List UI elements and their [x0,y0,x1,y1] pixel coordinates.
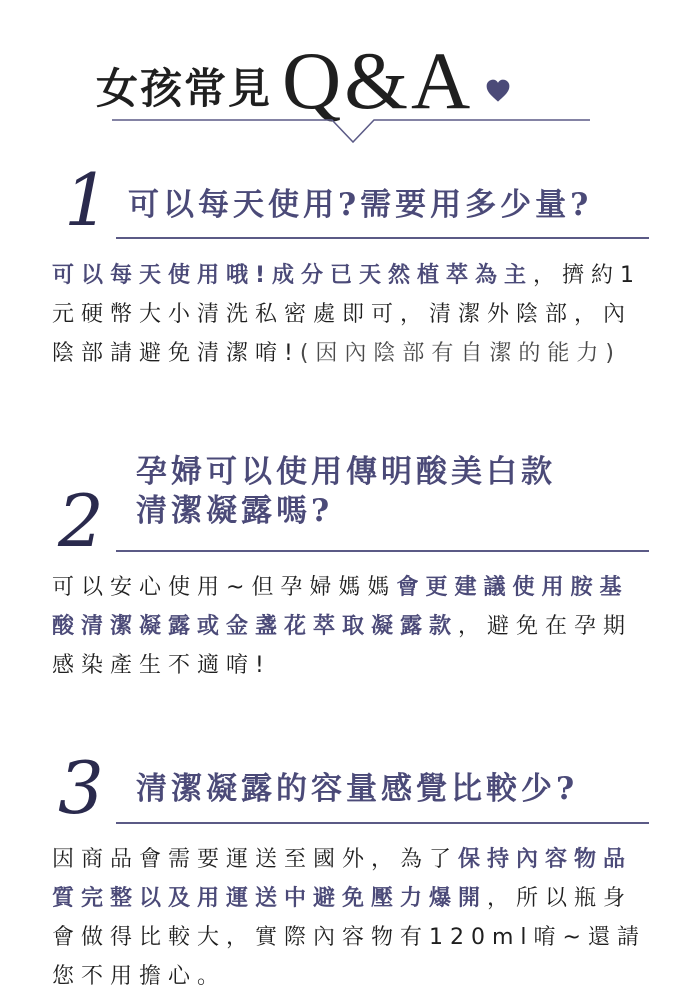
question-number: 1 [64,158,110,242]
answer-text [52,256,650,373]
page-header [0,20,700,160]
answer-note: (因內陰部有自潔的能力) [299,341,621,366]
question-divider [116,822,649,824]
answer-normal: ，擠約1元硬幣大小清洗私密處即可，清潔外陰部，內陰部請避免清潔唷! [52,263,642,366]
answer-highlight: 會更建議使用胺基酸清潔凝露或金盞花萃取凝露款 [52,575,629,639]
question-title: 清潔凝露的容量感覺比較少? [136,771,579,807]
question-title: 可以每天使用?需要用多少量? [128,187,593,223]
answer-normal: ，避免在孕期感染產生不適唷! [52,614,633,678]
answer-highlight: 可以每天使用哦!成分已天然植萃為主 [52,263,534,288]
question-title [136,453,636,531]
page-title [96,35,511,127]
heart-icon [485,78,511,104]
faq-section-1 [0,158,700,366]
answer-text [52,840,650,996]
question-divider [116,550,649,552]
title-qa: Q&A [282,35,474,127]
answer-normal: 因商品會需要運送至國外，為了 [52,847,459,872]
faq-section-2 [0,450,700,710]
question-number: 3 [58,746,104,830]
header-divider [112,119,590,147]
question-number: 2 [58,479,104,563]
answer-normal: 可以安心使用~但孕婦媽媽 [52,575,397,600]
question-divider [116,237,649,239]
question-line-1: 孕婦可以使用傳明酸美白款 [136,454,556,490]
title-chinese: 女孩常見 [96,64,273,113]
question-line-2: 清潔凝露嗎? [136,492,334,529]
faq-section-3 [0,740,700,1002]
answer-highlight: 保持內容物品質完整以及用運送中避免壓力爆開 [52,847,633,911]
answer-normal: ，所以瓶身會做得比較大，實際內容物有120ml唷~還請您不用擔心。 [52,886,646,989]
answer-text [52,568,650,685]
